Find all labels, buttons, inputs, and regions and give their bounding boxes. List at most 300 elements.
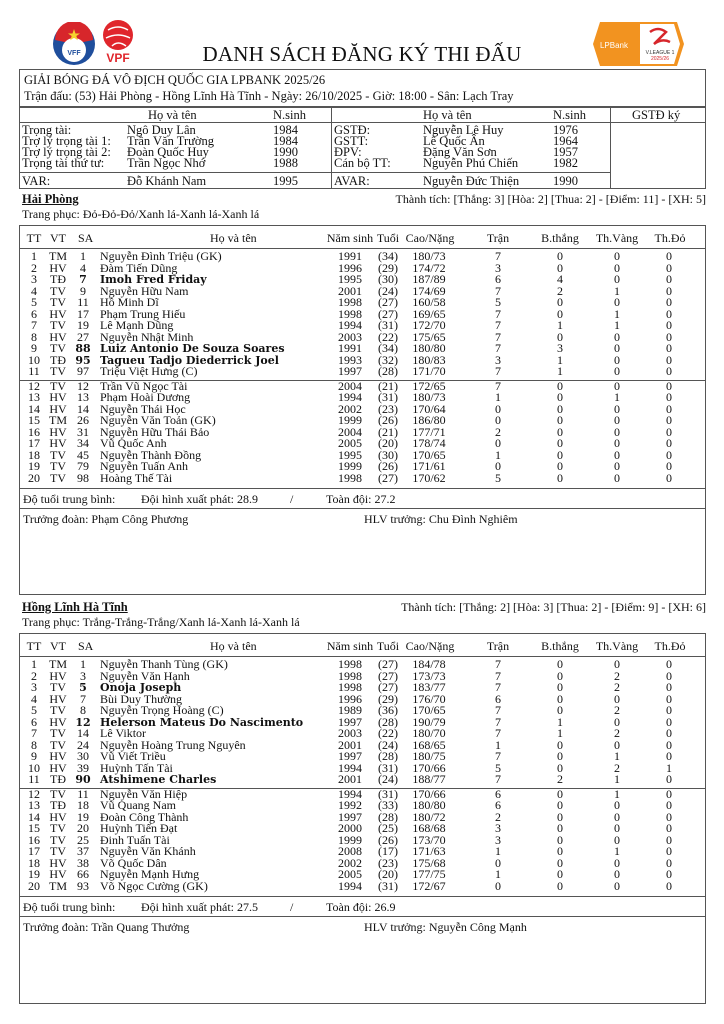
cell-sa: 37 (77, 844, 89, 858)
cell-cn: 172/70 (412, 318, 446, 332)
cell-tv: 0 (614, 657, 620, 671)
cell-vt: HV (49, 306, 67, 321)
cell-sa: 1 (80, 249, 86, 263)
cell-sa: 7 (80, 691, 86, 706)
cell-tuoi: (24) (378, 737, 398, 752)
cell-name: Phạm Hoài Dương (100, 390, 191, 404)
cell-sa: 1 (80, 657, 86, 671)
cell-sa: 13 (77, 390, 89, 404)
cell-tv: 0 (614, 272, 620, 286)
cell-tt: 19 (28, 459, 40, 473)
cell-vt: TV (50, 341, 66, 355)
head-coach: HLV trưởng: Nguyễn Công Mạnh (364, 920, 527, 934)
cell-bt: 0 (557, 821, 563, 835)
cell-tran: 3 (495, 821, 501, 835)
cell-vt: HV (49, 390, 67, 404)
cell-vt: TV (50, 459, 66, 473)
cell-tran: 7 (495, 714, 501, 729)
cell-tv: 0 (614, 459, 620, 473)
cell-cn: 180/83 (412, 352, 446, 367)
cell-tran: 2 (495, 809, 501, 824)
cell-bt: 0 (557, 844, 563, 858)
cell-sa: 31 (77, 424, 89, 439)
competition-name: GIẢI BÓNG ĐÁ VÔ ĐỊCH QUỐC GIA LPBANK 2025/26 (24, 73, 326, 87)
cell-tran: 7 (495, 341, 501, 355)
svg-text:LPBank: LPBank (599, 41, 629, 50)
cell-tv: 0 (614, 413, 620, 427)
cell-tt: 16 (28, 832, 40, 847)
cell-tv: 1 (614, 283, 620, 298)
cell-bt: 0 (557, 668, 563, 683)
cell-tran: 7 (495, 668, 501, 683)
cell-vt: HV (49, 691, 67, 706)
team-kit-away: Trang phục: Trắng-Trắng-Trắng/Xanh lá-Xanh lá-Xanh lá (22, 615, 300, 629)
cell-td: 0 (666, 855, 672, 870)
cell-tuoi: (34) (378, 341, 398, 355)
cell-td: 0 (666, 459, 672, 473)
col-goals: B.thắng (541, 231, 579, 245)
cell-cn: 176/70 (412, 691, 446, 706)
official-year: 1976 (553, 123, 578, 137)
cell-tran: 3 (495, 832, 501, 847)
cell-tt: 11 (28, 772, 40, 786)
cell-td: 0 (666, 436, 672, 450)
cell-bt: 1 (557, 726, 563, 740)
officials-col-sign: GSTĐ ký (632, 108, 681, 122)
cell-cn: 170/64 (412, 401, 446, 416)
cell-ns: 2001 (338, 772, 362, 786)
cell-bt: 1 (557, 352, 563, 367)
team-manager: Trưởng đoàn: Trần Quang Thưởng (23, 920, 190, 934)
cell-sa: 79 (77, 459, 89, 473)
cell-tt: 9 (31, 341, 37, 355)
cell-tran: 7 (495, 749, 501, 763)
official-role: GSTT: (334, 134, 369, 148)
cell-name: Hồ Minh Dĩ (100, 295, 159, 309)
cell-sa: 38 (77, 855, 89, 870)
cell-name: Helerson Mateus Do Nascimento (100, 715, 304, 729)
cell-vt: TM (49, 878, 67, 893)
cell-tt: 17 (28, 844, 40, 858)
cell-tuoi: (27) (378, 306, 398, 321)
cell-ns: 1997 (338, 749, 362, 763)
cell-cn: 175/68 (412, 855, 446, 870)
cell-sa: 97 (77, 364, 89, 378)
cell-td: 0 (666, 809, 672, 824)
cell-ns: 1994 (338, 878, 362, 893)
cell-name: Nguyễn Văn Khánh (100, 844, 196, 858)
cell-bt: 3 (557, 341, 563, 355)
cell-name: Võ Ngọc Cường (GK) (100, 878, 208, 893)
cell-name: Bùi Duy Thường (100, 691, 182, 706)
cell-tv: 2 (614, 703, 620, 717)
cell-sa: 12 (77, 378, 89, 393)
cell-ns: 1998 (338, 306, 362, 321)
cell-bt: 0 (557, 760, 563, 775)
team-record-home: Thành tích: [Thắng: 3] [Hòa: 2] [Thua: 2] - [Điểm: 11] - [XH: 5] (395, 192, 706, 206)
cell-td: 0 (666, 352, 672, 367)
col-vt: VT (50, 231, 66, 245)
officials-col-year-right: N.sinh (553, 108, 586, 122)
cell-tt: 8 (31, 737, 37, 752)
cell-td: 1 (666, 760, 672, 775)
cell-td: 0 (666, 283, 672, 298)
official-name: Nguyễn Lê Huy (423, 123, 504, 137)
cell-td: 0 (666, 470, 672, 485)
cell-tv: 1 (614, 844, 620, 858)
cell-bt: 0 (557, 260, 563, 275)
cell-tt: 19 (28, 867, 40, 881)
cell-td: 0 (666, 306, 672, 321)
officials-table (19, 107, 706, 189)
cell-tran: 0 (495, 878, 501, 893)
col-goals: B.thắng (541, 639, 579, 653)
cell-name: Nguyễn Mạnh Hưng (100, 867, 200, 881)
cell-td: 0 (666, 378, 672, 393)
avg-age-label: Độ tuổi trung bình: (23, 492, 116, 506)
cell-cn: 180/80 (412, 341, 446, 355)
cell-td: 0 (666, 703, 672, 717)
cell-sa: 11 (77, 295, 89, 309)
cell-name: Nguyễn Hoàng Trung Nguyên (100, 737, 246, 752)
cell-tt: 1 (31, 249, 37, 263)
cell-ns: 1999 (338, 459, 362, 473)
cell-tv: 0 (614, 295, 620, 309)
cell-vt: TV (50, 832, 66, 847)
cell-tt: 11 (28, 364, 40, 378)
cell-vt: TV (50, 364, 66, 378)
cell-bt: 4 (557, 272, 563, 286)
cell-tt: 15 (28, 413, 40, 427)
cell-tran: 0 (495, 459, 501, 473)
cell-sa: 93 (77, 878, 89, 893)
cell-ns: 1996 (338, 260, 362, 275)
staff-row (20, 916, 705, 955)
average-age-row (20, 488, 705, 508)
cell-tuoi: (26) (378, 459, 398, 473)
table-row (20, 705, 705, 717)
cell-tran: 5 (495, 295, 501, 309)
cell-tv: 0 (614, 378, 620, 393)
cell-tuoi: (36) (378, 703, 398, 717)
cell-bt: 0 (557, 295, 563, 309)
cell-vt: TV (50, 378, 66, 393)
cell-sa: 66 (77, 867, 89, 881)
table-header (20, 226, 705, 249)
team-name-home: Hải Phòng (22, 192, 79, 206)
cell-name: Nguyễn Thành Đồng (100, 447, 202, 462)
cell-tt: 20 (28, 470, 40, 485)
cell-ns: 2000 (338, 821, 362, 835)
cell-vt: TV (50, 447, 66, 462)
cell-tuoi: (28) (378, 749, 398, 763)
cell-tran: 3 (495, 260, 501, 275)
cell-cn: 180/75 (412, 749, 446, 763)
cell-td: 0 (666, 680, 672, 694)
official-role: ĐPV: (334, 145, 362, 159)
cell-tran: 7 (495, 680, 501, 694)
cell-tran: 6 (495, 786, 501, 801)
cell-tuoi: (25) (378, 821, 398, 835)
cell-name: Nguyễn Hữu Nam (100, 283, 189, 298)
cell-vt: HV (49, 329, 67, 344)
cell-sa: 34 (77, 436, 89, 450)
cell-vt: TV (50, 470, 66, 485)
cell-sa: 14 (77, 726, 89, 740)
col-name: Họ và tên (210, 639, 257, 653)
cell-tuoi: (23) (378, 855, 398, 870)
cell-tran: 7 (495, 329, 501, 344)
cell-tuoi: (28) (378, 809, 398, 824)
cell-td: 0 (666, 413, 672, 427)
cell-name: Nguyễn Văn Hiệp (100, 786, 188, 801)
cell-ns: 1996 (338, 691, 362, 706)
cell-name: Phạm Trung Hiếu (100, 306, 186, 321)
cell-vt: HV (49, 401, 67, 416)
cell-vt: HV (49, 809, 67, 824)
cell-ns: 2004 (338, 424, 362, 439)
head-coach: HLV trưởng: Chu Đình Nghiêm (364, 512, 518, 526)
cell-tuoi: (27) (378, 295, 398, 309)
cell-tt: 6 (31, 306, 37, 321)
cell-ns: 1999 (338, 832, 362, 847)
team-record-away: Thành tích: [Thắng: 2] [Hòa: 3] [Thua: 2] - [Điểm: 9] - [XH: 6] (401, 600, 706, 614)
cell-name: Đinh Tuấn Tài (100, 832, 170, 847)
cell-name: Võ Quốc Dân (100, 855, 167, 870)
cell-ns: 1995 (338, 447, 362, 462)
cell-bt: 0 (557, 749, 563, 763)
cell-cn: 171/63 (412, 844, 446, 858)
cell-tv: 0 (614, 401, 620, 416)
svg-text:V.LEAGUE 1: V.LEAGUE 1 (645, 50, 675, 56)
cell-bt: 0 (557, 878, 563, 893)
cell-vt: TM (49, 249, 67, 263)
col-height-weight: Cao/Nặng (405, 231, 455, 245)
cell-td: 0 (666, 772, 672, 786)
cell-tv: 0 (614, 436, 620, 450)
cell-tuoi: (31) (378, 390, 398, 404)
cell-ns: 1998 (338, 657, 362, 671)
cell-cn: 190/79 (412, 714, 446, 729)
cell-name: Nguyễn Tuấn Anh (100, 459, 189, 473)
cell-td: 0 (666, 737, 672, 752)
cell-tv: 0 (614, 341, 620, 355)
cell-tuoi: (24) (378, 283, 398, 298)
cell-td: 0 (666, 341, 672, 355)
cell-name: Nguyễn Nhật Minh (100, 329, 194, 344)
cell-ns: 1997 (338, 809, 362, 824)
cell-tv: 0 (614, 260, 620, 275)
official-year: 1982 (553, 156, 578, 170)
cell-ns: 1993 (338, 352, 362, 367)
cell-bt: 0 (557, 855, 563, 870)
official-role: Trợ lý trọng tài 1: (22, 134, 111, 148)
cell-cn: 170/65 (412, 703, 446, 717)
cell-tran: 2 (495, 424, 501, 439)
cell-bt: 0 (557, 798, 563, 812)
cell-cn: 180/73 (412, 390, 446, 404)
cell-ns: 1998 (338, 680, 362, 694)
cell-bt: 0 (557, 378, 563, 393)
cell-name: Huỳnh Tấn Tài (100, 760, 173, 775)
cell-tt: 10 (28, 760, 40, 775)
col-year: Năm sinh (326, 639, 374, 653)
cell-cn: 172/67 (412, 878, 446, 893)
cell-tran: 7 (495, 306, 501, 321)
cell-td: 0 (666, 401, 672, 416)
cell-cn: 171/61 (412, 459, 446, 473)
cell-vt: TĐ (50, 352, 66, 367)
cell-name: Tagueu Tadjo Diederrick Joel (100, 353, 279, 367)
official-year: 1957 (553, 145, 578, 159)
cell-tv: 0 (614, 809, 620, 824)
cell-tv: 1 (614, 306, 620, 321)
cell-tt: 5 (31, 295, 37, 309)
cell-tran: 0 (495, 855, 501, 870)
cell-cn: 180/72 (412, 809, 446, 824)
cell-cn: 172/65 (412, 378, 446, 393)
cell-vt: HV (49, 424, 67, 439)
cell-tv: 0 (614, 691, 620, 706)
cell-tt: 2 (31, 668, 37, 683)
cell-tt: 3 (31, 680, 37, 694)
cell-tuoi: (28) (378, 364, 398, 378)
cell-name: Trần Vũ Ngọc Tài (100, 378, 188, 393)
cell-tuoi: (27) (378, 470, 398, 485)
cell-tran: 3 (495, 352, 501, 367)
avg-age-all: Toàn đội: 26.9 (326, 900, 396, 914)
cell-name: Vũ Viết Triều (100, 749, 166, 763)
col-age: Tuổi (376, 231, 400, 245)
cell-vt: TĐ (50, 272, 66, 286)
cell-td: 0 (666, 329, 672, 344)
cell-sa: 26 (77, 413, 89, 427)
cell-tran: 0 (495, 401, 501, 416)
cell-tv: 0 (614, 878, 620, 893)
cell-cn: 173/73 (412, 668, 446, 683)
cell-cn: 174/72 (412, 260, 446, 275)
col-matches: Trận (486, 231, 510, 245)
cell-bt: 0 (557, 413, 563, 427)
cell-sa: 19 (77, 809, 89, 824)
cell-cn: 180/80 (412, 798, 446, 812)
cell-cn: 174/69 (412, 283, 446, 298)
cell-vt: TM (49, 413, 67, 427)
cell-td: 0 (666, 844, 672, 858)
player-table-home (19, 225, 706, 595)
cell-tuoi: (23) (378, 401, 398, 416)
cell-tt: 12 (28, 786, 40, 801)
cell-bt: 0 (557, 832, 563, 847)
cell-ns: 1998 (338, 470, 362, 485)
col-red: Th.Đỏ (654, 639, 686, 653)
cell-name: Vũ Quang Nam (100, 798, 176, 812)
avar-year: 1990 (553, 174, 578, 188)
col-year: Năm sinh (326, 231, 374, 245)
cell-tv: 0 (614, 329, 620, 344)
cell-bt: 0 (557, 436, 563, 450)
cell-tran: 7 (495, 657, 501, 671)
cell-td: 0 (666, 364, 672, 378)
cell-bt: 0 (557, 786, 563, 801)
officials-col-year: N.sinh (273, 108, 306, 122)
cell-bt: 1 (557, 364, 563, 378)
cell-tran: 7 (495, 249, 501, 263)
cell-bt: 0 (557, 306, 563, 321)
cell-tuoi: (34) (378, 249, 398, 263)
cell-tran: 1 (495, 447, 501, 462)
cell-bt: 2 (557, 772, 563, 786)
cell-sa: 9 (80, 283, 86, 298)
cell-name: Nguyễn Văn Hạnh (100, 668, 190, 683)
svg-text:VFF: VFF (67, 50, 81, 57)
cell-bt: 1 (557, 714, 563, 729)
cell-name: Hoàng Thế Tài (100, 470, 173, 485)
page-title: DANH SÁCH ĐĂNG KÝ THI ĐẤU (202, 42, 522, 66)
cell-name: Nguyễn Đình Triệu (GK) (100, 249, 222, 263)
cell-tuoi: (22) (378, 329, 398, 344)
cell-bt: 0 (557, 390, 563, 404)
cell-tv: 1 (614, 772, 620, 786)
cell-name: Nguyễn Văn Toản (GK) (100, 413, 216, 427)
cell-ns: 2004 (338, 378, 362, 393)
cell-cn: 168/65 (412, 737, 446, 752)
avar-role: AVAR: (334, 174, 370, 188)
cell-sa: 98 (77, 470, 89, 485)
table-row (20, 470, 705, 485)
cell-tt: 15 (28, 821, 40, 835)
cell-bt: 0 (557, 424, 563, 439)
cell-tuoi: (29) (378, 691, 398, 706)
cell-bt: 0 (557, 657, 563, 671)
cell-ns: 2001 (338, 737, 362, 752)
cell-tt: 7 (31, 726, 37, 740)
cell-td: 0 (666, 295, 672, 309)
competition-box (19, 69, 706, 107)
cell-tran: 7 (495, 318, 501, 332)
cell-tran: 1 (495, 737, 501, 752)
avg-age-all: Toàn đội: 27.2 (326, 492, 396, 506)
cell-tran: 1 (495, 844, 501, 858)
cell-bt: 0 (557, 329, 563, 344)
col-tt: TT (26, 639, 42, 653)
cell-vt: TV (50, 680, 66, 694)
cell-tuoi: (32) (378, 352, 398, 367)
cell-tuoi: (31) (378, 318, 398, 332)
cell-ns: 1995 (338, 272, 362, 286)
cell-bt: 0 (557, 447, 563, 462)
cell-td: 0 (666, 878, 672, 893)
cell-td: 0 (666, 249, 672, 263)
cell-name: Imoh Fred Friday (100, 273, 207, 286)
cell-tuoi: (30) (378, 447, 398, 462)
cell-tv: 1 (614, 390, 620, 404)
cell-cn: 186/80 (412, 413, 446, 427)
col-sa: SA (78, 639, 94, 653)
cell-ns: 1997 (338, 714, 362, 729)
cell-name: Nguyễn Hữu Thái Bảo (100, 424, 210, 439)
cell-vt: TM (49, 657, 67, 671)
var-name: Đỗ Khánh Nam (127, 174, 207, 188)
cell-name: Đàm Tiến Dũng (100, 260, 178, 275)
cell-td: 0 (666, 447, 672, 462)
cell-td: 0 (666, 390, 672, 404)
official-year: 1984 (273, 134, 298, 148)
cell-ns: 1992 (338, 798, 362, 812)
svg-text:2025/26: 2025/26 (650, 56, 670, 62)
cell-tv: 0 (614, 447, 620, 462)
cell-tt: 13 (28, 798, 40, 812)
